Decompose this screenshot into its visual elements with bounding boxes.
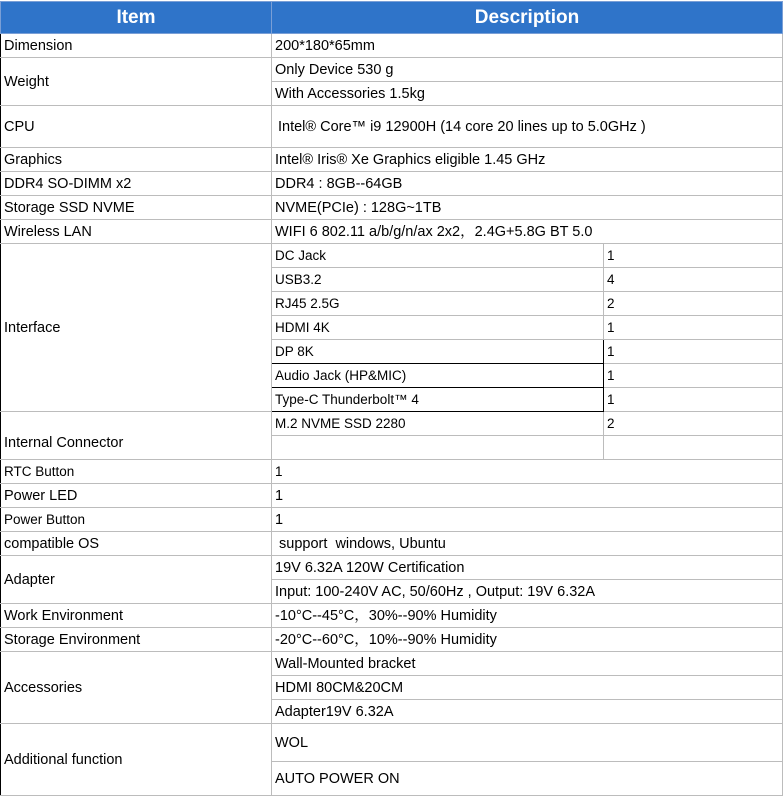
label-cpu: CPU (1, 106, 272, 148)
row-wireless (1, 220, 783, 244)
value-weight-accessories: With Accessories 1.5kg (272, 82, 783, 106)
header-description: Description (272, 2, 783, 34)
label-graphics: Graphics (1, 148, 272, 172)
port-count: 1 (604, 244, 783, 268)
label-dimension: Dimension (1, 34, 272, 58)
value-os: support windows, Ubuntu (272, 532, 783, 556)
label-ddr4: DDR4 SO-DIMM x2 (1, 172, 272, 196)
value-adapter-line2: Input: 100-240V AC, 50/60Hz , Output: 19V 6.32A (272, 580, 783, 604)
internal-count: 2 (604, 412, 783, 436)
label-accessories: Accessories (1, 652, 272, 724)
row-accessories-1 (1, 652, 783, 676)
value-weight-device: Only Device 530 g (272, 58, 783, 82)
value-power-button: 1 (272, 508, 783, 532)
internal-blank-cell (604, 436, 783, 460)
port-count: 1 (604, 388, 783, 412)
accessory-item: HDMI 80CM&20CM (272, 676, 783, 700)
port-count: 4 (604, 268, 783, 292)
label-adapter: Adapter (1, 556, 272, 604)
label-internal: Internal Connector (1, 412, 272, 460)
label-rtc: RTC Button (1, 460, 272, 484)
row-power-led (1, 484, 783, 508)
port-name: DP 8K (272, 340, 604, 364)
label-power-button: Power Button (1, 508, 272, 532)
value-work-env: -10°C--45°C，30%--90% Humidity (272, 604, 783, 628)
value-storage-env: -20°C--60°C，10%--90% Humidity (272, 628, 783, 652)
port-name: RJ45 2.5G (272, 292, 604, 316)
label-weight: Weight (1, 58, 272, 106)
row-graphics (1, 148, 783, 172)
row-storage (1, 196, 783, 220)
internal-name: M.2 NVME SSD 2280 (272, 412, 604, 436)
label-os: compatible OS (1, 532, 272, 556)
port-name: HDMI 4K (272, 316, 604, 340)
header-item: Item (1, 2, 272, 34)
additional-item: WOL (272, 724, 783, 762)
value-power-led: 1 (272, 484, 783, 508)
row-cpu (1, 106, 783, 148)
label-storage: Storage SSD NVME (1, 196, 272, 220)
value-adapter-line1: 19V 6.32A 120W Certification (272, 556, 783, 580)
port-name: USB3.2 (272, 268, 604, 292)
value-storage: NVME(PCIe) : 128G~1TB (272, 196, 783, 220)
row-ddr4 (1, 172, 783, 196)
spec-table (0, 1, 783, 796)
accessory-item: Adapter19V 6.32A (272, 700, 783, 724)
internal-blank-cell (272, 436, 604, 460)
additional-item: AUTO POWER ON (272, 762, 783, 796)
port-count: 1 (604, 364, 783, 388)
value-graphics: Intel® Iris® Xe Graphics eligible 1.45 GHz (272, 148, 783, 172)
label-wireless: Wireless LAN (1, 220, 272, 244)
header-row (1, 2, 783, 34)
row-power-button (1, 508, 783, 532)
value-rtc: 1 (272, 460, 783, 484)
accessory-item: Wall-Mounted bracket (272, 652, 783, 676)
port-count: 1 (604, 340, 783, 364)
label-storage-env: Storage Environment (1, 628, 272, 652)
row-internal (1, 412, 783, 436)
label-work-env: Work Environment (1, 604, 272, 628)
row-storage-env (1, 628, 783, 652)
port-count: 1 (604, 316, 783, 340)
row-weight-device (1, 58, 783, 82)
value-cpu: Intel® Core™ i9 12900H (14 core 20 lines up to 5.0GHz ) (272, 106, 783, 148)
port-name: DC Jack (272, 244, 604, 268)
row-os (1, 532, 783, 556)
value-wireless: WIFI 6 802.11 a/b/g/n/ax 2x2，2.4G+5.8G BT 5.0 (272, 220, 783, 244)
label-power-led: Power LED (1, 484, 272, 508)
port-count: 2 (604, 292, 783, 316)
row-interface-0 (1, 244, 783, 268)
row-rtc (1, 460, 783, 484)
label-interface: Interface (1, 244, 272, 412)
row-additional-1 (1, 724, 783, 762)
row-adapter-1 (1, 556, 783, 580)
row-work-env (1, 604, 783, 628)
label-additional: Additional function (1, 724, 272, 796)
row-dimension (1, 34, 783, 58)
value-dimension: 200*180*65mm (272, 34, 783, 58)
port-name: Audio Jack (HP&MIC) (272, 364, 604, 388)
port-name: Type-C Thunderbolt™ 4 (272, 388, 604, 412)
value-ddr4: DDR4 : 8GB--64GB (272, 172, 783, 196)
